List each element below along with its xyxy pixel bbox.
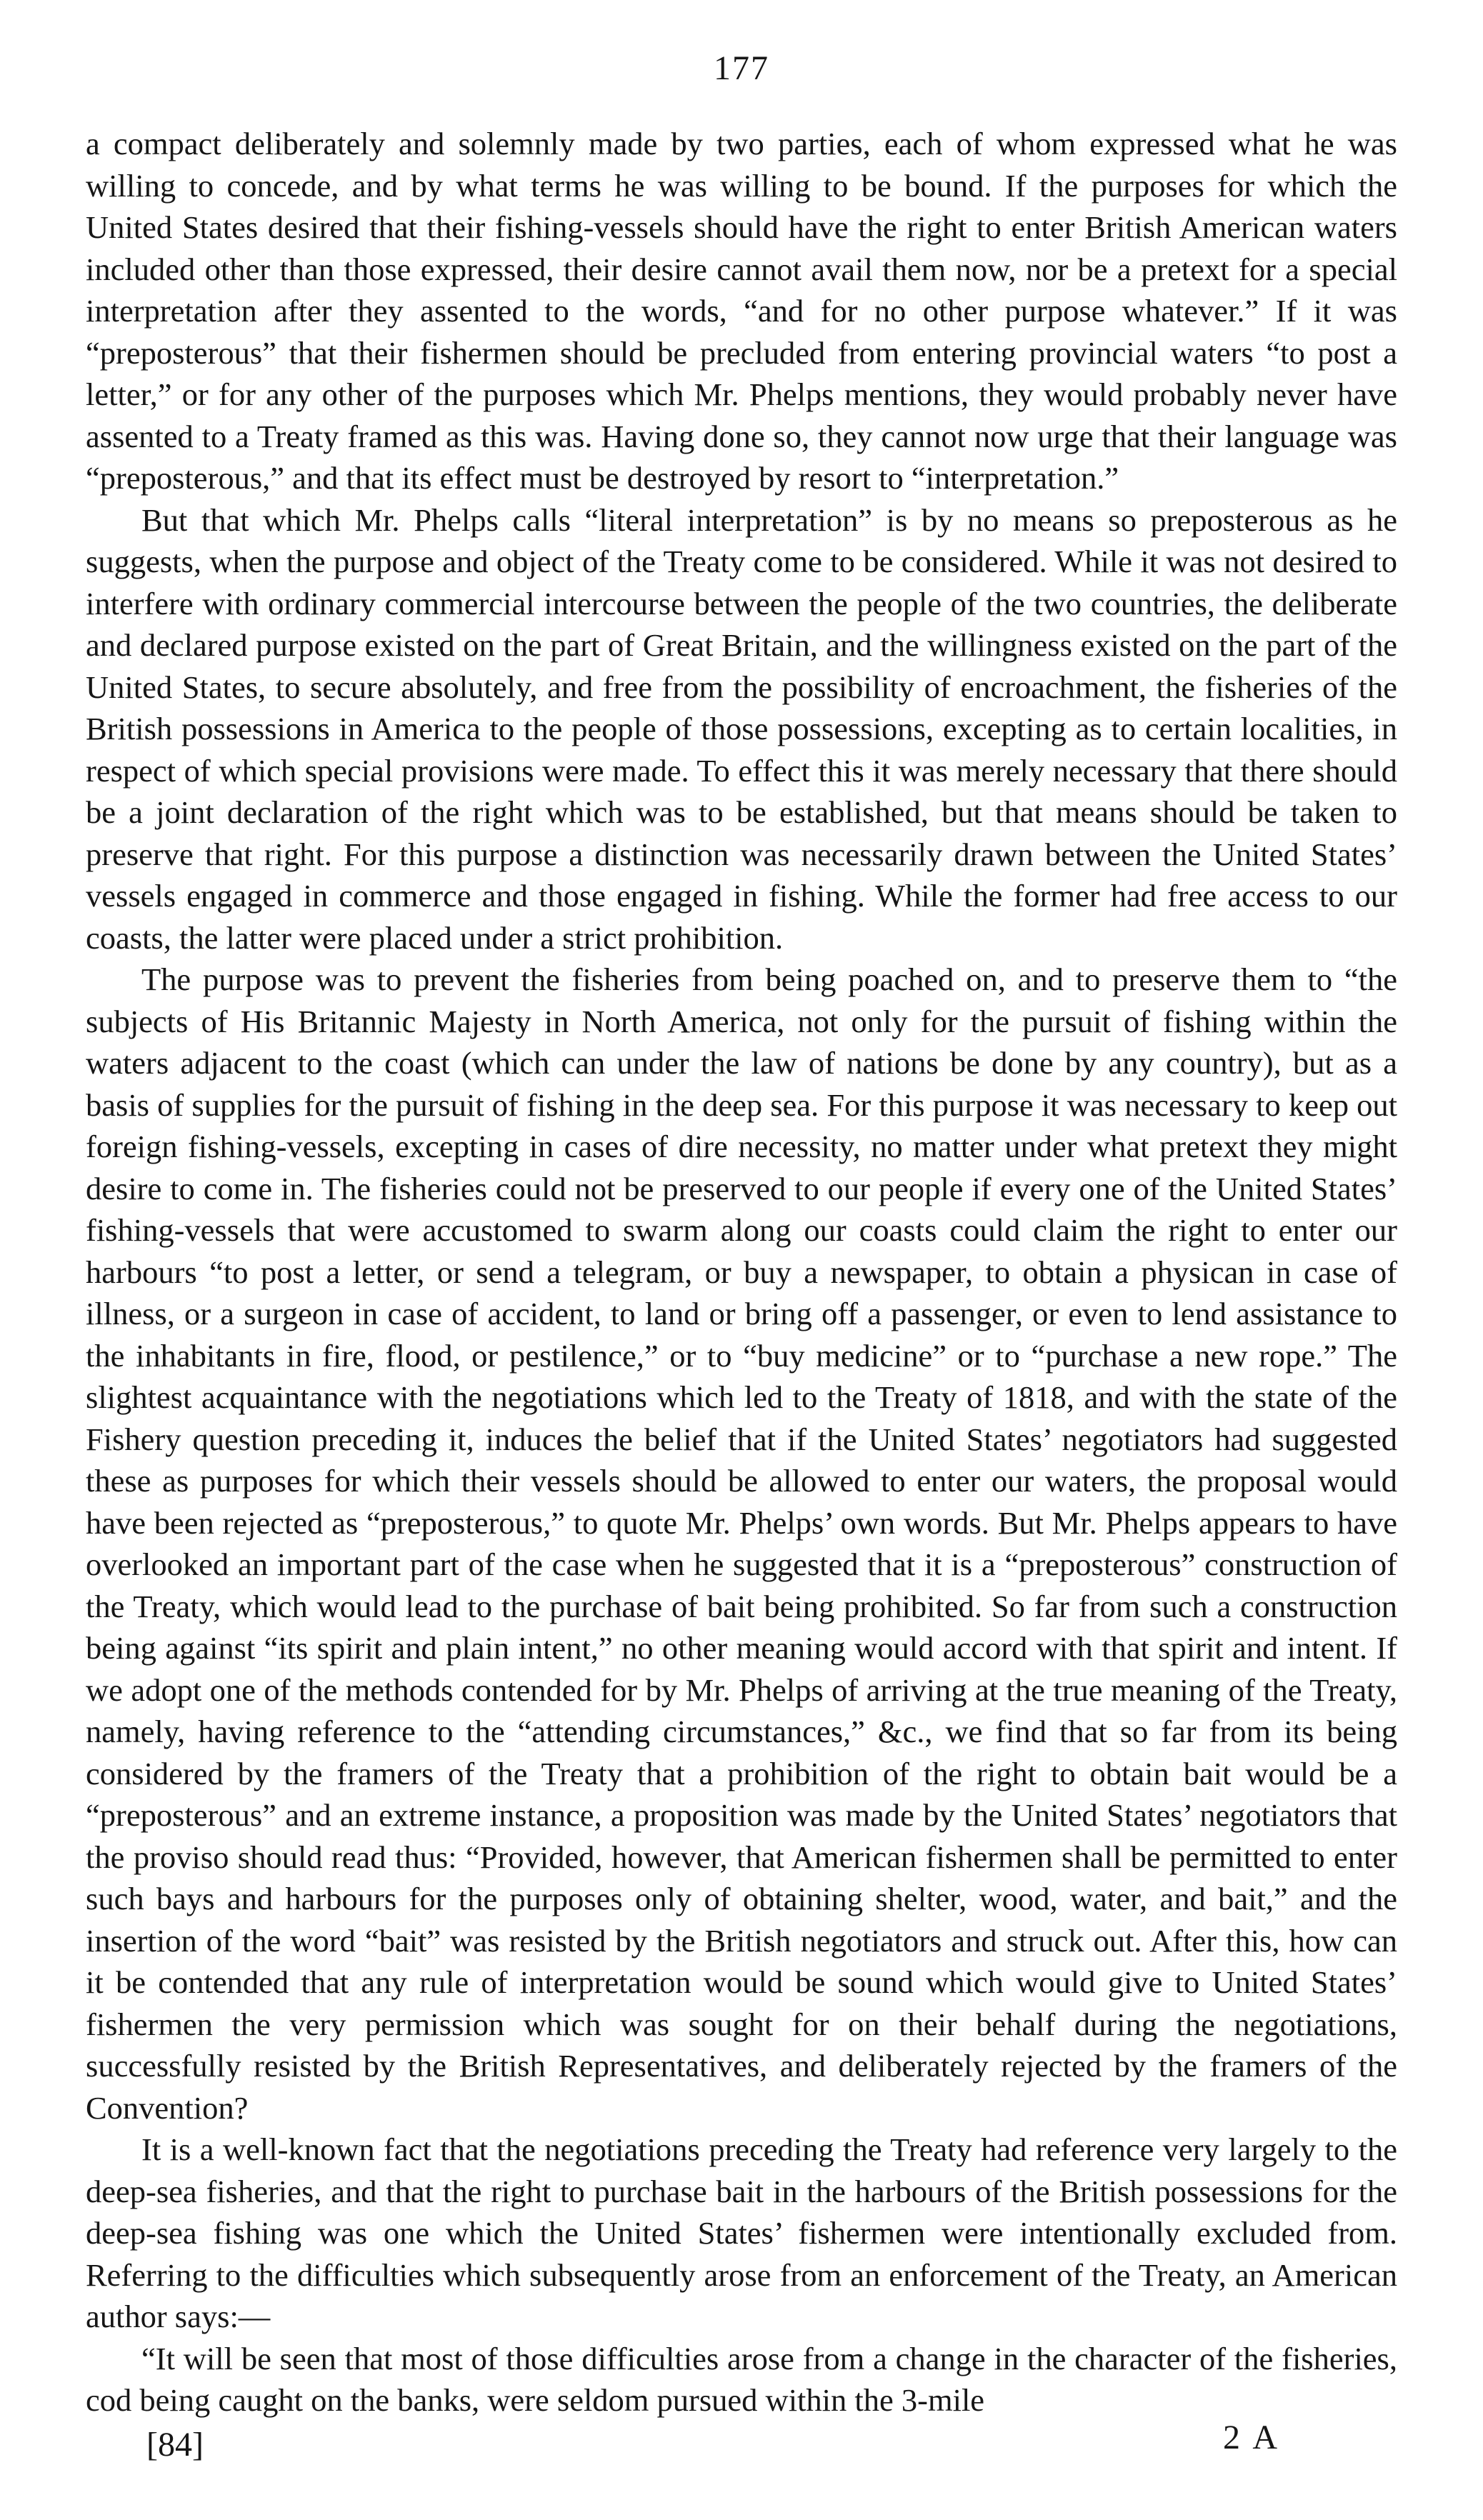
paragraph-1: a compact deliberately and solemnly made by two parties, each of whom expressed what he was willing to concede, and by what terms he was willing to be bound. If the purposes for which the United States desired that their fishing-vessels should have the right to enter British American waters included other than those expressed, their desire cannot avail them now, nor be a pretext for a special interpretation after they assented to the words, “and for no other purpose whatever.” If it was “preposterous” that their fishermen should be precluded from entering provincial waters “to post a letter,” or for any other of the purposes which Mr. Phelps mentions, they would probably never have assented to a Treaty framed as this was. Having done so, they cannot now urge that their language was “preposterous,” and that its effect must be destroyed by resort to “interpretation.” — [86, 126, 1397, 496]
paragraph-2: But that which Mr. Phelps calls “literal interpretation” is by no means so preposterous as he suggests, when the purpose and object of the Treaty come to be considered. While it was not desired to interfere with ordinary commercial intercourse between the people of the two countries, the deliberate and declared purpose existed on the part of Great Britain, and the willingness existed on the part of the United States, to secure absolutely, and free from the possibility of encroachment, the fisheries of the British possessions in America to the people of those possessions, excepting as to certain localities, in respect of which special provisions were made. To effect this it was merely necessary that there should be a joint declaration of the right which was to be established, but that means should be taken to preserve that right. For this purpose a distinction was necessarily drawn between the United States’ vessels engaged in commerce and those engaged in fishing. While the former had free access to our coasts, the latter were placed under a strict prohibition. — [86, 501, 1397, 956]
paragraph-5-quotation: “It will be seen that most of those difficulties arose from a change in the character of the fisheries, cod being caught on the banks, were seldom pursued within the 3-mile — [86, 2340, 1397, 2418]
signature-mark: 2 A — [1223, 2419, 1281, 2456]
document-reference: [84] — [146, 2426, 204, 2464]
paragraph-4: It is a well-known fact that the negotiations preceding the Treaty had reference very largely to the deep-sea fisheries, and that the right to purchase bait in the harbours of the British possessions for the deep-sea fishing was one which the United States’ fishermen were intentionally excluded from. Referring to the difficulties which subsequently arose from an enforcement of the Treaty, an American author says:— — [86, 2131, 1397, 2334]
paragraph-3: The purpose was to prevent the fisheries from being poached on, and to preserve them to “the subjects of His Britannic Majesty in North America, not only for the pursuit of fishing within the waters adjacent to the coast (which can under the law of nations be done by any country), but as a basis of supplies for the pursuit of fishing in the deep sea. For this purpose it was necessary to keep out foreign fishing-vessels, excepting in cases of dire necessity, no matter under what pretext they might desire to come in. The fisheries could not be preserved to our people if every one of the United States’ fishing-vessels that were accustomed to swarm along our coasts could claim the right to enter our harbours “to post a letter, or send a telegram, or buy a newspaper, to obtain a physican in case of illness, or a surgeon in case of accident, to land or bring off a passenger, or even to lend assistance to the inhabitants in fire, flood, or pestilence,” or to “buy medicine” or to “purchase a new rope.” The slightest acquaintance with the negotiations which led to the Treaty of 1818, and with the state of the Fishery question preceding it, induces the belief that if the United States’ negotiators had suggested these as purposes for which their vessels should be allowed to enter our waters, the proposal would have been rejected as “preposterous,” to quote Mr. Phelps’ own words. But Mr. Phelps appears to have overlooked an important part of the case when he suggested that it is a “preposterous” construction of the Treaty, which would lead to the purchase of bait being prohibited. So far from such a construction being against “its spirit and plain intent,” no other meaning would accord with that spirit and intent. If we adopt one of the methods contended for by Mr. Phelps of arriving at the true meaning of the Treaty, namely, having reference to the “attending circumstances,” &c., we find that so far from its being considered by the framers of the Treaty that a prohibition of the right to obtain bait would be a “preposterous” and an extreme instance, a proposition was made by the United States’ negotiators that the proviso should read thus: “Provided, however, that American fishermen shall be permitted to enter such bays and harbours for the purposes only of obtaining shelter, wood, water, and bait,” and the insertion of the word “bait” was resisted by the British negotiators and struck out. After this, how can it be contended that any rule of interpretation would be sound which would give to United States’ fishermen the very permission which was sought for on their behalf during the negotiations, successfully resisted by the British Representatives, and deliberately rejected by the framers of the Convention? — [86, 961, 1397, 2126]
body-text — [86, 123, 1397, 2421]
page-number: 177 — [714, 49, 769, 87]
